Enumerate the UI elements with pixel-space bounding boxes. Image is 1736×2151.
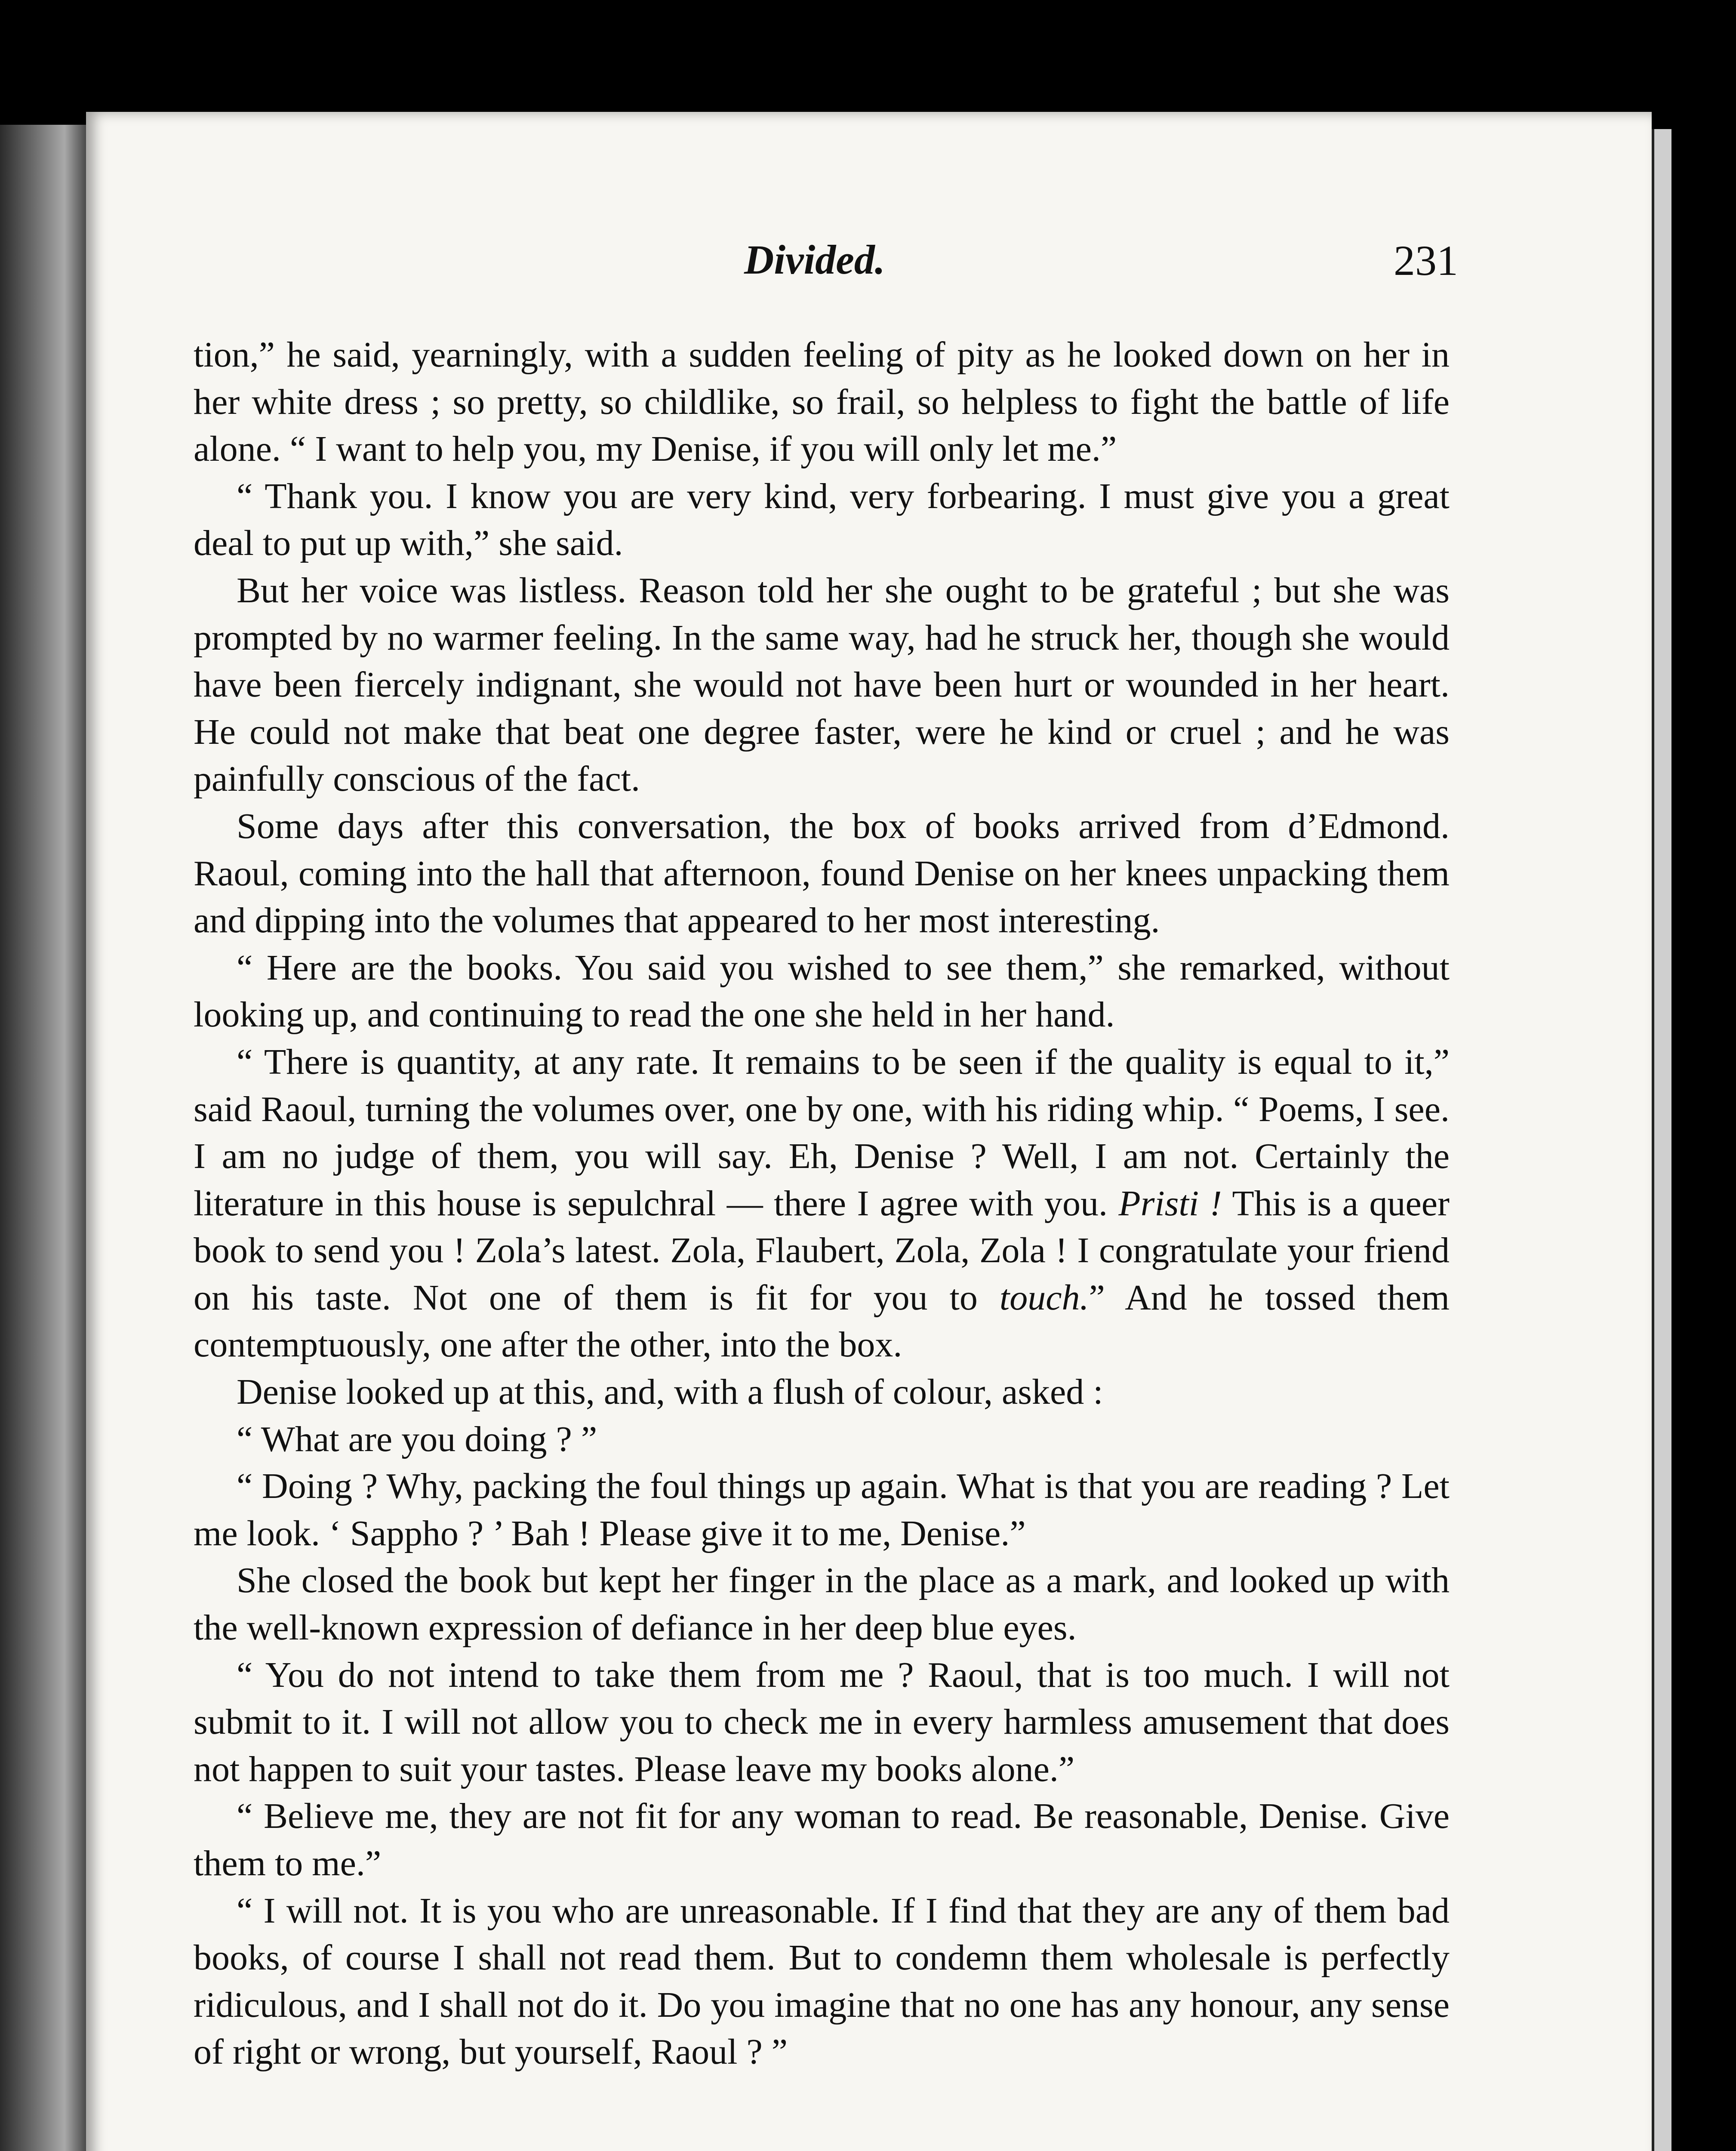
running-title: Divided.: [744, 237, 885, 283]
italic-exclamation: Pristi !: [1118, 1183, 1222, 1223]
paragraph-text: But her voice was listless. Reason told her she ought to be grateful ; but she was prompted by no warmer feeling. In the same way, had he struck her, though she would have been fiercely indignant, she would not have been hurt or wounded in her heart. He could not make that beat one degree faster, were he kind or cruel ; and he was painfully conscious of the fact.: [194, 570, 1450, 799]
paragraph-text: “ There is quantity, at any rate. It remains to be seen if the quality is equal to it,” said Raoul, turning the volumes over, one by one, with his riding whip. “ Poems, I see. I am no judge of them, you will say. Eh, Denise ? Well, I am not. Certainly the literature in this house is sepulchral — there I agree with you.: [194, 1042, 1450, 1223]
paragraph-text: Denise looked up at this, and, with a flush of colour, asked :: [237, 1372, 1103, 1412]
paragraph: [194, 1887, 1450, 2076]
paragraph: [194, 567, 1450, 803]
paragraph: [194, 803, 1450, 944]
paragraph-text: “ Here are the books. You said you wished to see them,” she remarked, without looking up, and continuing to read the one she held in her hand.: [194, 947, 1450, 1035]
paragraph-text: “ What are you doing ? ”: [237, 1419, 597, 1459]
paragraph-text: Some days after this conversation, the box of books arrived from d’Edmond. Raoul, coming into the hall that afternoon, found Denise on her knees unpacking them and dipping into the volumes that appeared to her most interesting.: [194, 806, 1450, 941]
paragraph-text: “ Doing ? Why, packing the foul things up again. What is that you are reading ? Let me look. ‘ Sappho ? ’ Bah ! Please give it to me, Denise.”: [194, 1466, 1450, 1553]
paragraph-text: She closed the book but kept her finger in the place as a mark, and looked up with the well-known expression of defiance in her deep blue eyes.: [194, 1560, 1450, 1648]
paragraph-text: “ Thank you. I know you are very kind, very forbearing. I must give you a great deal to put up with,” she said.: [194, 476, 1450, 564]
running-head: [185, 236, 1458, 300]
paragraph: [194, 1652, 1450, 1793]
paragraph: [194, 1793, 1450, 1887]
paragraph: [194, 331, 1450, 473]
body-text: [194, 331, 1450, 2076]
right-page-edge: [1652, 129, 1671, 2151]
paragraph: [194, 1039, 1450, 1368]
paragraph-text: tion,” he said, yearningly, with a sudden feeling of pity as he looked down on her in her white dress ; so pretty, so childlike, so frail, so helpless to fight the battle of life alone. “ I want to help you, my Denise, if you will only let me.”: [194, 335, 1450, 469]
paragraph-text: “ Believe me, they are not fit for any woman to read. Be reasonable, Denise. Give them to me.”: [194, 1796, 1450, 1883]
page-number: 231: [1394, 237, 1458, 284]
paragraph-text: ” And he tossed them contemptuously, one after the other, into the box.: [194, 1277, 1450, 1365]
paragraph-text: This is a queer book to send you ! Zola’s latest. Zola, Flaubert, Zola, Zola ! I congratulate your friend on his taste. Not one of them is fit for you to: [194, 1183, 1450, 1318]
left-page-edge: [0, 125, 89, 2151]
paragraph: [194, 944, 1450, 1039]
paragraph-text: “ You do not intend to take them from me ? Raoul, that is too much. I will not submit to it. I will not allow you to check me in every harmless amusement that does not happen to suit your tastes. Please leave my books alone.”: [194, 1655, 1450, 1789]
paragraph: [194, 1416, 1450, 1463]
paragraph-text: “ I will not. It is you who are unreasonable. If I find that they are any of them bad books, of course I shall not read them. But to condemn them wholesale is perfectly ridiculous, and I shall not do it. Do you imagine that no one has any honour, any sense of right or wrong, but yourself, Raoul ? ”: [194, 1890, 1450, 2072]
paragraph: [194, 1557, 1450, 1651]
italic-word: touch.: [999, 1277, 1089, 1318]
paragraph: [194, 1368, 1450, 1416]
paragraph: [194, 1463, 1450, 1557]
paragraph: [194, 473, 1450, 567]
